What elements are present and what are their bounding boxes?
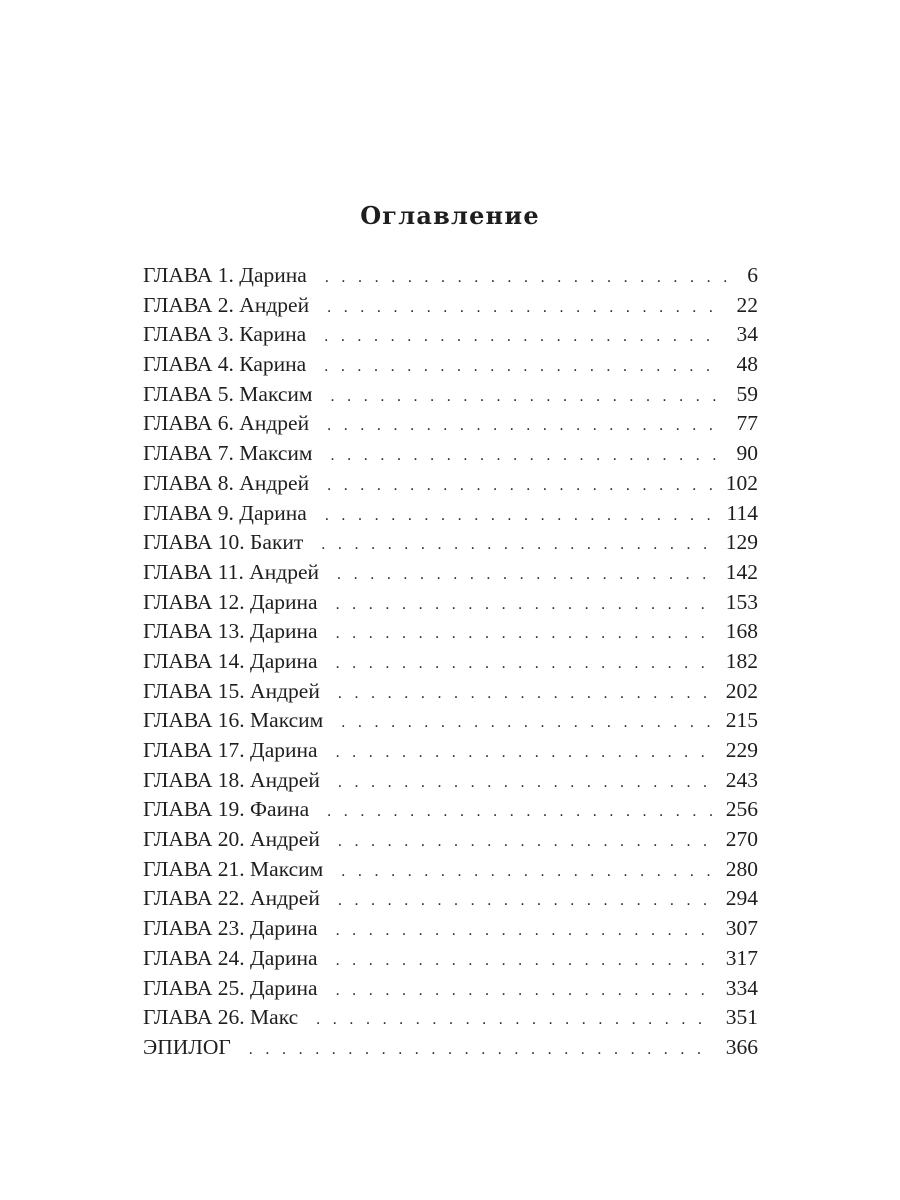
toc-entry <box>143 439 758 469</box>
toc-entry-page-number: 114 <box>726 500 758 525</box>
page-title: Оглавление <box>360 201 540 230</box>
toc-entry <box>143 469 758 499</box>
toc-entry <box>143 944 758 974</box>
toc-entry-page-number: 34 <box>736 322 758 347</box>
toc-entry <box>143 795 758 825</box>
dot-leader <box>324 352 722 382</box>
toc-entry-label: ГЛАВА 6. Андрей <box>143 411 310 436</box>
toc-entry <box>143 409 758 439</box>
toc-entry <box>143 766 758 796</box>
toc-entry-page-number: 142 <box>725 559 758 584</box>
toc-entry <box>143 588 758 618</box>
toc-entry <box>143 291 758 321</box>
toc-entry-label: ГЛАВА 22. Андрей <box>143 886 320 911</box>
toc-entry-page-number: 334 <box>725 975 758 1000</box>
toc-entry-label: ЭПИЛОГ <box>143 1034 231 1059</box>
toc-entry-page-number: 215 <box>725 708 758 733</box>
toc-entry-label: ГЛАВА 5. Максим <box>143 381 313 406</box>
toc-entry-label: ГЛАВА 26. Макс <box>143 1005 299 1030</box>
toc-entry-label: ГЛАВА 24. Дарина <box>143 945 318 970</box>
dot-leader <box>331 382 723 412</box>
toc-entry-page-number: 90 <box>736 441 758 466</box>
dot-leader <box>341 708 711 738</box>
toc-entry-page-number: 294 <box>725 886 758 911</box>
toc-entry <box>143 320 758 350</box>
toc-entry-label: ГЛАВА 12. Дарина <box>143 589 318 614</box>
toc-entry-page-number: 153 <box>725 589 758 614</box>
toc-entry-page-number: 270 <box>725 827 758 852</box>
toc-entry-page-number: 77 <box>736 411 758 436</box>
toc-entry-page-number: 256 <box>725 797 758 822</box>
toc-entry-label: ГЛАВА 13. Дарина <box>143 619 318 644</box>
toc-entry <box>143 499 758 529</box>
toc-entry-label: ГЛАВА 15. Андрей <box>143 678 320 703</box>
dot-leader <box>249 1035 712 1065</box>
toc-entry-label: ГЛАВА 7. Максим <box>143 441 313 466</box>
dot-leader <box>321 530 711 560</box>
toc-entry <box>143 647 758 677</box>
toc-entry <box>143 617 758 647</box>
toc-entry-label: ГЛАВА 1. Дарина <box>143 263 307 287</box>
toc-entry-label: ГЛАВА 18. Андрей <box>143 767 320 792</box>
toc-entry-label: ГЛАВА 10. Бакит <box>143 530 304 555</box>
toc-entry-page-number: 59 <box>736 381 758 406</box>
dot-leader <box>336 946 712 976</box>
toc-entry-page-number: 202 <box>725 678 758 703</box>
dot-leader <box>324 322 722 352</box>
dot-leader <box>338 827 712 857</box>
toc-entry <box>143 1003 758 1033</box>
toc-entry <box>143 736 758 766</box>
toc-entry-label: ГЛАВА 4. Карина <box>143 352 307 377</box>
dot-leader <box>338 679 712 709</box>
toc-entry-label: ГЛАВА 11. Андрей <box>143 559 320 584</box>
toc-entry-page-number: 243 <box>725 767 758 792</box>
toc-entry-page-number: 22 <box>736 292 758 317</box>
dot-leader <box>331 441 723 471</box>
dot-leader <box>316 1005 712 1035</box>
dot-leader <box>338 886 712 916</box>
dot-leader <box>336 590 712 620</box>
dot-leader <box>327 471 712 501</box>
toc-entry-page-number: 129 <box>725 530 758 555</box>
dot-leader <box>341 857 711 887</box>
toc-entry-page-number: 168 <box>725 619 758 644</box>
toc-entry-label: ГЛАВА 16. Максим <box>143 708 324 733</box>
dot-leader <box>336 738 712 768</box>
toc-entry-page-number: 182 <box>725 648 758 673</box>
toc-entry <box>143 974 758 1004</box>
toc-entry-page-number: 6 <box>747 263 758 287</box>
toc-entry-page-number: 280 <box>725 856 758 881</box>
dot-leader <box>327 797 712 827</box>
dot-leader <box>327 293 722 323</box>
toc-entry-label: ГЛАВА 3. Карина <box>143 322 307 347</box>
toc-entry <box>143 1033 758 1063</box>
toc-entry <box>143 855 758 885</box>
dot-leader <box>327 411 722 441</box>
toc-entry-label: ГЛАВА 25. Дарина <box>143 975 318 1000</box>
dot-leader <box>336 619 712 649</box>
toc-entry-label: ГЛАВА 20. Андрей <box>143 827 320 852</box>
toc-entry-page-number: 317 <box>725 945 758 970</box>
toc-entry-label: ГЛАВА 21. Максим <box>143 856 324 881</box>
toc-entry <box>143 914 758 944</box>
toc-entry-label: ГЛАВА 2. Андрей <box>143 292 310 317</box>
dot-leader <box>325 501 713 531</box>
toc-entry-page-number: 351 <box>725 1005 758 1030</box>
toc-entry <box>143 528 758 558</box>
toc-entry-label: ГЛАВА 17. Дарина <box>143 738 318 762</box>
toc-entry-page-number: 307 <box>725 916 758 941</box>
toc-entry <box>143 261 758 291</box>
toc-entry-page-number: 229 <box>725 738 758 762</box>
dot-leader <box>336 649 712 679</box>
toc-entry <box>143 350 758 380</box>
toc-entry-label: ГЛАВА 8. Андрей <box>143 470 310 495</box>
dot-leader <box>336 916 712 946</box>
toc-entry-label: ГЛАВА 14. Дарина <box>143 648 318 673</box>
toc-entry <box>143 380 758 410</box>
toc-entry <box>143 825 758 855</box>
toc-entry-page-number: 48 <box>736 352 758 377</box>
toc-entry-label: ГЛАВА 23. Дарина <box>143 916 318 941</box>
toc-entry <box>143 677 758 707</box>
toc-entry <box>143 706 758 736</box>
dot-leader <box>325 263 733 293</box>
toc-entry-label: ГЛАВА 19. Фаина <box>143 797 310 822</box>
dot-leader <box>338 768 712 798</box>
dot-leader <box>337 560 712 590</box>
toc-entry-page-number: 102 <box>725 470 758 495</box>
toc-entry-label: ГЛАВА 9. Дарина <box>143 500 307 525</box>
toc-entry <box>143 558 758 588</box>
toc-entry <box>143 884 758 914</box>
dot-leader <box>336 976 712 1006</box>
toc-entry-page-number: 366 <box>725 1034 758 1059</box>
table-of-contents <box>143 261 758 1063</box>
